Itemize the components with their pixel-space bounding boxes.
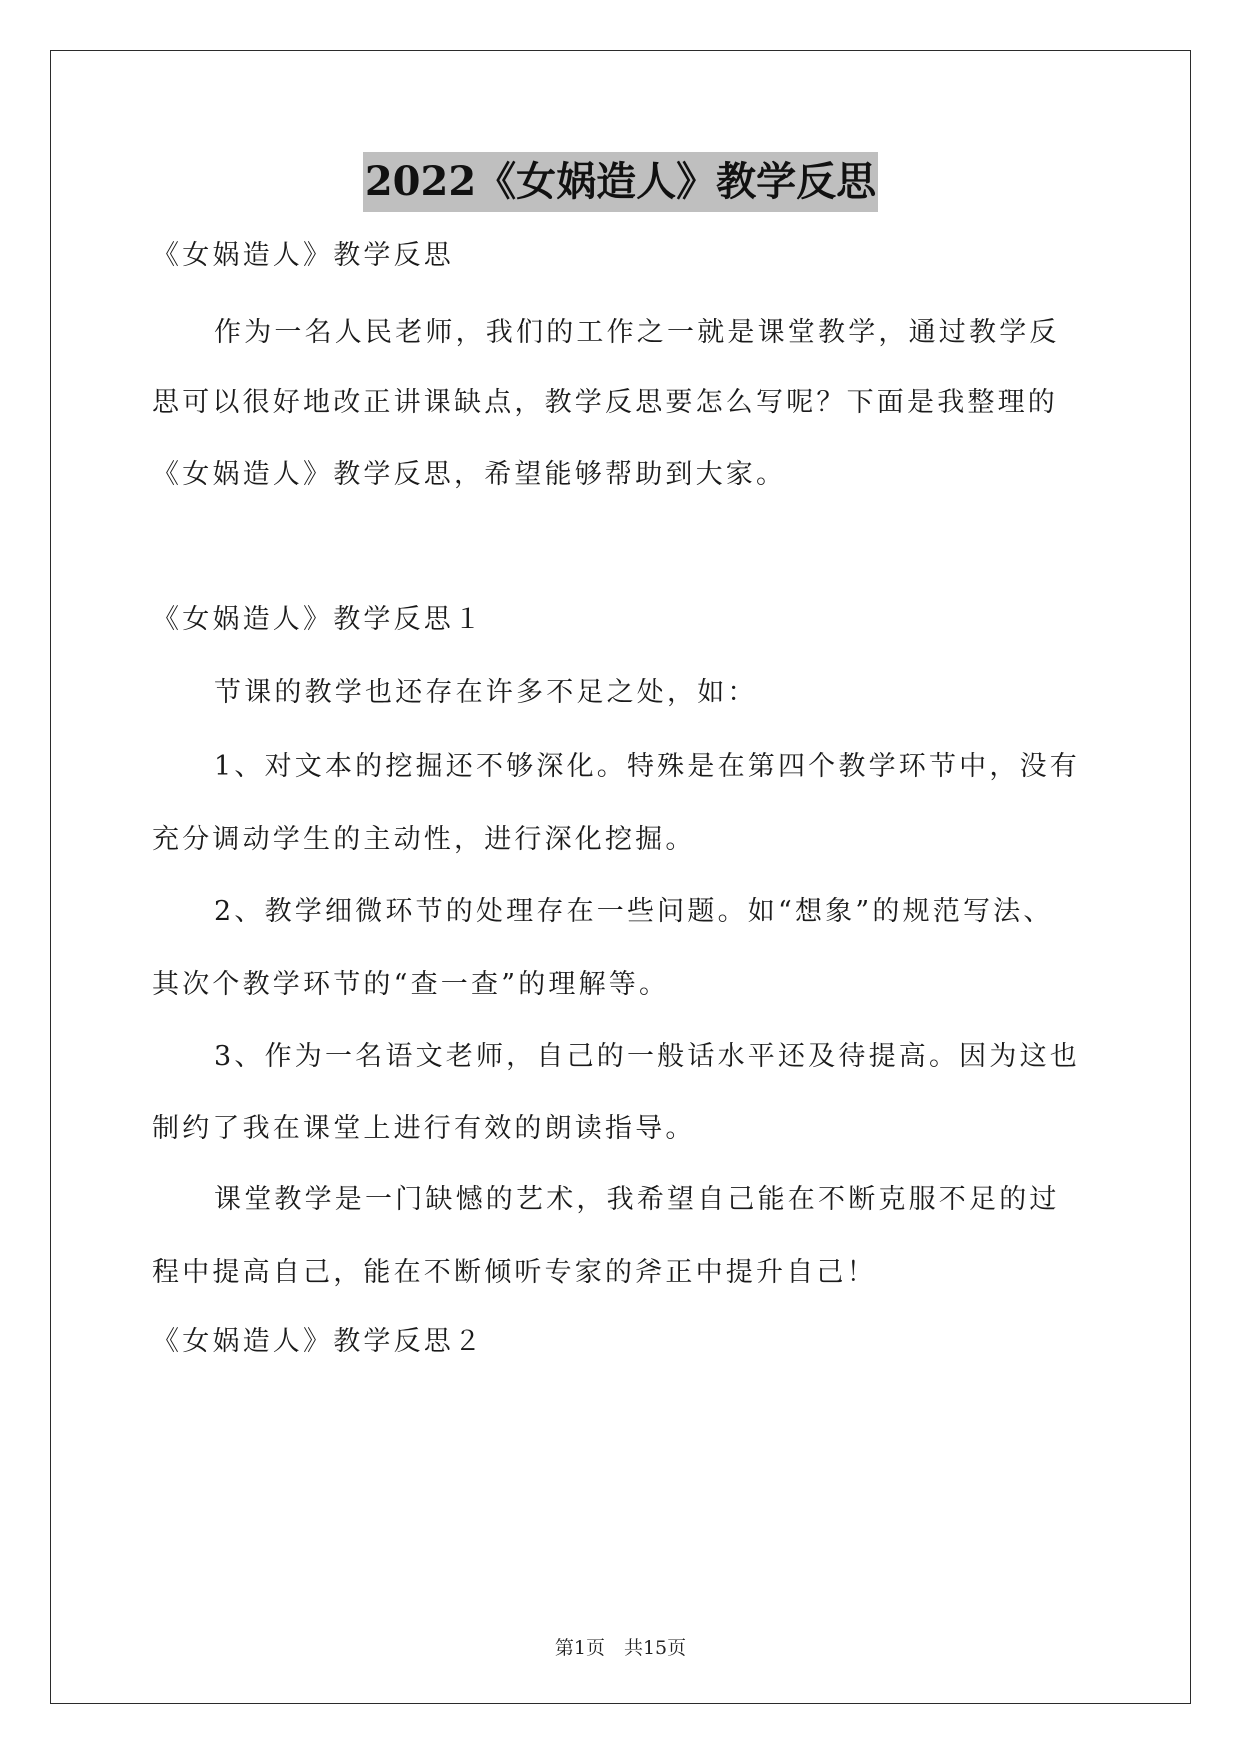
body-line-4: 2、教学细微环节的处理存在一些问题。如“想象”的规范写法、 — [214, 896, 1054, 927]
document-title: 2022《女娲造人》教学反思 — [363, 152, 878, 212]
body-line-5: 其次个教学环节的“查一查”的理解等。 — [152, 969, 670, 1000]
subtitle-line: 《女娲造人》教学反思 — [152, 240, 454, 271]
body-line-9: 程中提高自己，能在不断倾听专家的斧正中提升自己！ — [152, 1257, 877, 1288]
page-number: 第1页 共15页 — [554, 1637, 687, 1659]
intro-line-2: 思可以很好地改正讲课缺点，教学反思要怎么写呢？下面是我整理的 — [152, 387, 1058, 418]
intro-line-1: 作为一名人民老师，我们的工作之一就是课堂教学，通过教学反 — [214, 317, 1060, 348]
page-border — [50, 50, 1191, 1704]
intro-line-3: 《女娲造人》教学反思，希望能够帮助到大家。 — [152, 459, 787, 490]
section-heading-1: 《女娲造人》教学反思１ — [152, 604, 485, 635]
body-line-1: 节课的教学也还存在许多不足之处，如： — [214, 677, 758, 708]
body-line-3: 充分调动学生的主动性，进行深化挖掘。 — [152, 824, 696, 855]
body-line-7: 制约了我在课堂上进行有效的朗读指导。 — [152, 1113, 696, 1144]
body-line-8: 课堂教学是一门缺憾的艺术，我希望自己能在不断克服不足的过 — [214, 1184, 1060, 1215]
body-line-2: 1、对文本的挖掘还不够深化。特殊是在第四个教学环节中，没有 — [214, 751, 1080, 782]
section-heading-2: 《女娲造人》教学反思２ — [152, 1326, 485, 1357]
title-container — [0, 152, 1241, 212]
body-line-6: 3、作为一名语文老师，自己的一般话水平还及待提高。因为这也 — [214, 1041, 1080, 1072]
